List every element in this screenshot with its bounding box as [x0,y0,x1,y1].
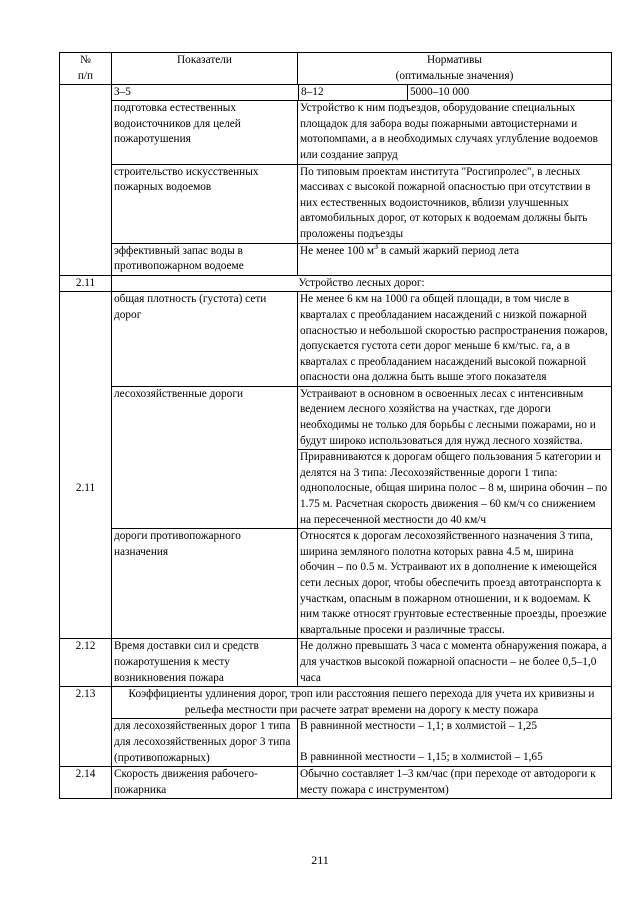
subheader-row [60,85,612,101]
section-title: Коэффициенты удлинения дорог, троп или расстояния пешего перехода для учета их кривизны и рельефа местности при расчете затрат времени на дорогу к месту пожара [112,687,612,719]
subheader-value: 8–12 [299,85,408,100]
norm-text: В равнинной местности – 1,15; в холмистой – 1,65 [300,751,543,764]
indicator-cell: строительство искусственных пожарных водоемов [112,164,298,243]
section-title-row [60,275,612,292]
row-number: 2.12 [60,639,112,687]
indicator-cell: Скорость движения рабочего-пожарника [112,767,298,799]
indicator-cell: эффективный запас воды в противопожарном водоеме [112,243,298,275]
row-number: 2.14 [60,767,112,799]
norm-cell: Приравниваются к дорогам общего пользования 5 категории и делятся на 3 типа: Лесохозяйственные дороги 1 типа: однополосные, общая ширина полос – 8 м, ширина обочин – по 1.75 м. Расчетная скорость движения – 60 км/ч со снижением на пересеченной местности до 40 км/ч [298,450,612,529]
section-title-row [60,687,612,719]
indicator-cell [112,450,298,529]
header-indicator: Показатели [112,53,298,85]
table-row [60,386,612,449]
row-number: 2.11 [60,275,112,292]
subheader-value: 3–5 [112,85,299,100]
norm-cell: Не должно превышать 3 часа с момента обнаружения пожара, а для участков высокой пожарной опасности – не более 0,5–1,0 часа [298,639,612,687]
subheader-values [112,85,611,100]
num-cell-empty [60,85,112,276]
table-row [60,529,612,639]
norm-cell [298,719,612,767]
indicator-cell [112,719,298,767]
table-row [60,639,612,687]
norms-table [59,52,612,799]
indicator-text: для лесохозяйственных дорог 3 типа (противопожарных) [114,735,291,764]
norm-cell: Устройство к ним подъездов, оборудование специальных площадок для забора воды пожарными автоцистернами и мотопомпами, а в необходимых случаях углубление водоемов или создание запруд [298,101,612,164]
header-norms: Нормативы (оптимальные значения) [298,53,612,85]
page-number: 211 [311,853,329,867]
header-num: № п/п [60,53,112,85]
table-row [60,243,612,275]
section-title: Устройство лесных дорог: [112,275,612,292]
norm-text: В равнинной местности – 1,1; в холмистой – 1,25 [300,720,538,733]
indicator-text: для лесохозяйственных дорог 1 типа [114,720,291,733]
norm-cell: Относятся к дорогам лесохозяйственного назначения 3 типа, ширина земляного полотна которых равна 4.5 м, ширина обочин – по 0.5 м. Устраивают их в дополнение к имеющейся сети лесных дорог, чтобы обеспечить проезд автотранспорта к участкам, опасным в пожарном отношении, и к водоемам. К ним также относят грунтовые естественные проезды, проезжие квартальные просеки и различные трассы. [298,529,612,639]
norm-cell: По типовым проектам института "Росгипролес", в лесных массивах с высокой пожарной опасностью при отсутствии в них естественных водоисточников, вблизи улучшенных автомобильных дорог, от которых к водоемам должны быть проложены подъезды [298,164,612,243]
indicator-cell: подготовка естественных водоисточников для целей пожаротушения [112,101,298,164]
indicator-cell: Время доставки сил и средств пожаротушения к месту возникновения пожара [112,639,298,687]
norm-cell: Устраивают в основном в освоенных лесах с интенсивным ведением лесного хозяйства на участках, где дороги необходимы не только для борьбы с лесными пожарами, но и будут широко использоваться для нужд лесного хозяйства. [298,386,612,449]
row-number: 2.13 [60,687,112,767]
norm-cell: Не менее 100 $м^3$ в самый жаркий период лета [298,243,612,275]
table-header-row [60,53,612,85]
superscript: 3 [373,241,378,251]
indicator-cell: общая плотность (густота) сети дорог [112,292,298,387]
table-row [60,767,612,799]
indicator-cell: дороги противопожарного назначения [112,529,298,639]
table-row [60,292,612,387]
table-row [60,450,612,529]
subheader-value: 5000–10 000 [410,86,470,99]
table-row [60,101,612,164]
norm-cell: Обычно составляет 1–3 км/час (при переходе от автодороги к месту пожара с инструментом) [298,767,612,799]
indicator-cell: лесохозяйственные дороги [112,386,298,449]
row-number: 2.11 [60,450,112,529]
table-row [60,164,612,243]
norm-cell: Не менее 6 км на 1000 га общей площади, в том числе в кварталах с преобладанием насаждений с низкой пожарной опасностью и небольшой скоростью распространения пожаров, допускается густота сети дорог меньше 6 км/тыс. га, а в кварталах с преобладанием насаждений высокой пожарной опасности она должна быть выше этого показателя [298,292,612,387]
table-row [60,719,612,767]
